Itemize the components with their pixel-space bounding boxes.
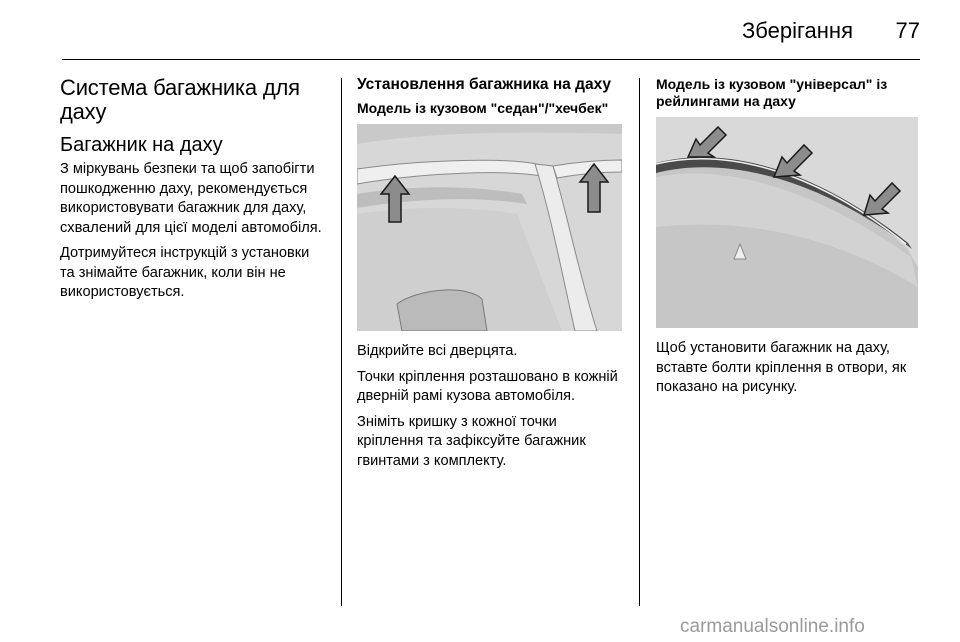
model-title: Модель із кузовом "седан"/"хечбек"	[357, 100, 609, 116]
column-divider-right	[639, 78, 640, 606]
paragraph: Щоб установити багажник на даху, вставте болти кріплення в отвори, як показано на рисунку.	[656, 340, 907, 395]
page-number: 77	[895, 18, 920, 43]
column-1	[60, 76, 325, 309]
section-title: Система багажника для даху	[60, 75, 300, 124]
subsection-title: Багажник на даху	[60, 134, 223, 156]
paragraph: Зніміть кришку з кожної точки кріплення та зафіксуйте багажник гвинтами з комплекту.	[357, 413, 586, 469]
column-3	[656, 76, 922, 404]
paragraph: Дотримуйтеся інструкцій з установки та знімайте багажник, коли він не використовується.	[60, 245, 310, 300]
column-divider-left	[341, 78, 342, 606]
page-header-title: Зберігання	[742, 18, 853, 43]
roof-rails-figure	[656, 117, 918, 328]
door-frame-mounting-figure	[357, 124, 622, 331]
header-divider	[62, 59, 920, 60]
column-2	[357, 76, 625, 477]
paragraph: Відкрийте всі дверцята.	[357, 343, 518, 359]
watermark: carmanualsonline.info	[680, 616, 865, 637]
paragraph: З міркувань безпеки та щоб запобігти пошкодженню даху, рекомендується використовувати багажник для даху, схвалений для цієї моделі автомобіля.	[60, 161, 322, 236]
subsection-title: Установлення багажника на даху	[357, 76, 612, 93]
model-title: Модель із кузовом "універсал" із рейлингами на даху	[656, 76, 888, 109]
paragraph: Точки кріплення розташовано в кожній дверній рамі кузова автомобіля.	[357, 368, 618, 404]
